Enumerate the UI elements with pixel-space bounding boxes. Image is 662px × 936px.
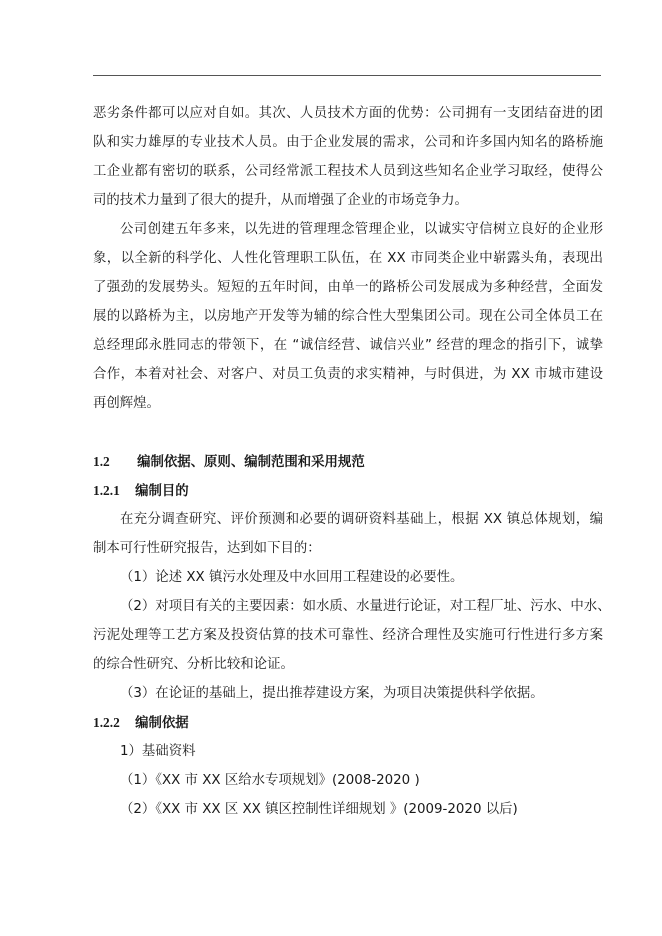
list-item-continuation: 污泥处理等工艺方案及投资估算的技术可靠性、经济合理性及实施可行性进行多方案 — [93, 628, 603, 643]
paragraph-line: 工企业都有密切的联系，公司经常派工程技术人员到这些知名企业学习取经，使得公 — [93, 164, 603, 179]
subsection-number: 1.2.2 — [93, 715, 120, 730]
paragraph-line: 队和实力雄厚的专业技术人员。由于企业发展的需求，公司和许多国内知名的路桥施 — [93, 135, 603, 150]
list-item: （2）对项目有关的主要因素：如水质、水量进行论证，对工程厂址、污水、中水、 — [120, 599, 611, 614]
section-heading — [93, 452, 603, 473]
header-rule — [93, 75, 601, 76]
section-title: 编制依据、原则、编制范围和采用规范 — [137, 455, 365, 470]
reference-item: （1）《XX 市 XX 区给水专项规划》(2008-2020 ) — [120, 773, 420, 788]
sub-heading: 1）基础资料 — [120, 744, 196, 759]
reference-item: （2）《XX 市 XX 区 XX 镇区控制性详细规划 》(2009-2020 以后) — [120, 802, 518, 817]
paragraph-line: 总经理邱永胜同志的带领下，在 “诚信经营、诚信兴业” 经营的理念的指引下，诚挚 — [93, 338, 603, 353]
list-item: （1）论述 XX 镇污水处理及中水回用工程建设的必要性。 — [120, 570, 464, 585]
paragraph-line: 象，以全新的科学化、人性化管理职工队伍，在 XX 市同类企业中崭露头角，表现出 — [93, 251, 603, 266]
list-item-continuation: 的综合性研究、分析比较和论证。 — [93, 657, 294, 672]
paragraph-line: 合作，本着对社会、对客户、对员工负责的求实精神，与时俱进，为 XX 市城市建设 — [93, 367, 603, 382]
subsection-title: 编制目的 — [135, 484, 189, 499]
paragraph-line: 展的以路桥为主，以房地产开发等为辅的综合性大型集团公司。现在公司全体员工在 — [93, 309, 603, 324]
paragraph-line: 制本可行性研究报告，达到如下目的： — [93, 541, 321, 556]
paragraph-line: 公司创建五年多来，以先进的管理理念管理企业，以诚实守信树立良好的企业形 — [120, 222, 603, 237]
paragraph-line: 在充分调查研究、评价预测和必要的调研资料基础上，根据 XX 镇总体规划，编 — [120, 512, 603, 527]
subsection-number: 1.2.1 — [93, 483, 120, 498]
paragraph-line: 恶劣条件都可以应对自如。其次、人员技术方面的优势：公司拥有一支团结奋进的团 — [93, 106, 603, 121]
paragraph-line: 司的技术力量到了很大的提升，从而增强了企业的市场竞争力。 — [93, 193, 468, 208]
subsection-title: 编制依据 — [135, 716, 189, 731]
paragraph-line: 再创辉煌。 — [93, 396, 160, 411]
section-number: 1.2 — [93, 454, 110, 469]
paragraph-line: 了强劲的发展势头。短短的五年时间，由单一的路桥公司发展成为多种经营，全面发 — [93, 280, 603, 295]
subsection-heading — [93, 713, 603, 734]
list-item: （3）在论证的基础上，提出推荐建设方案，为项目决策提供科学依据。 — [120, 686, 544, 701]
subsection-heading — [93, 481, 603, 502]
